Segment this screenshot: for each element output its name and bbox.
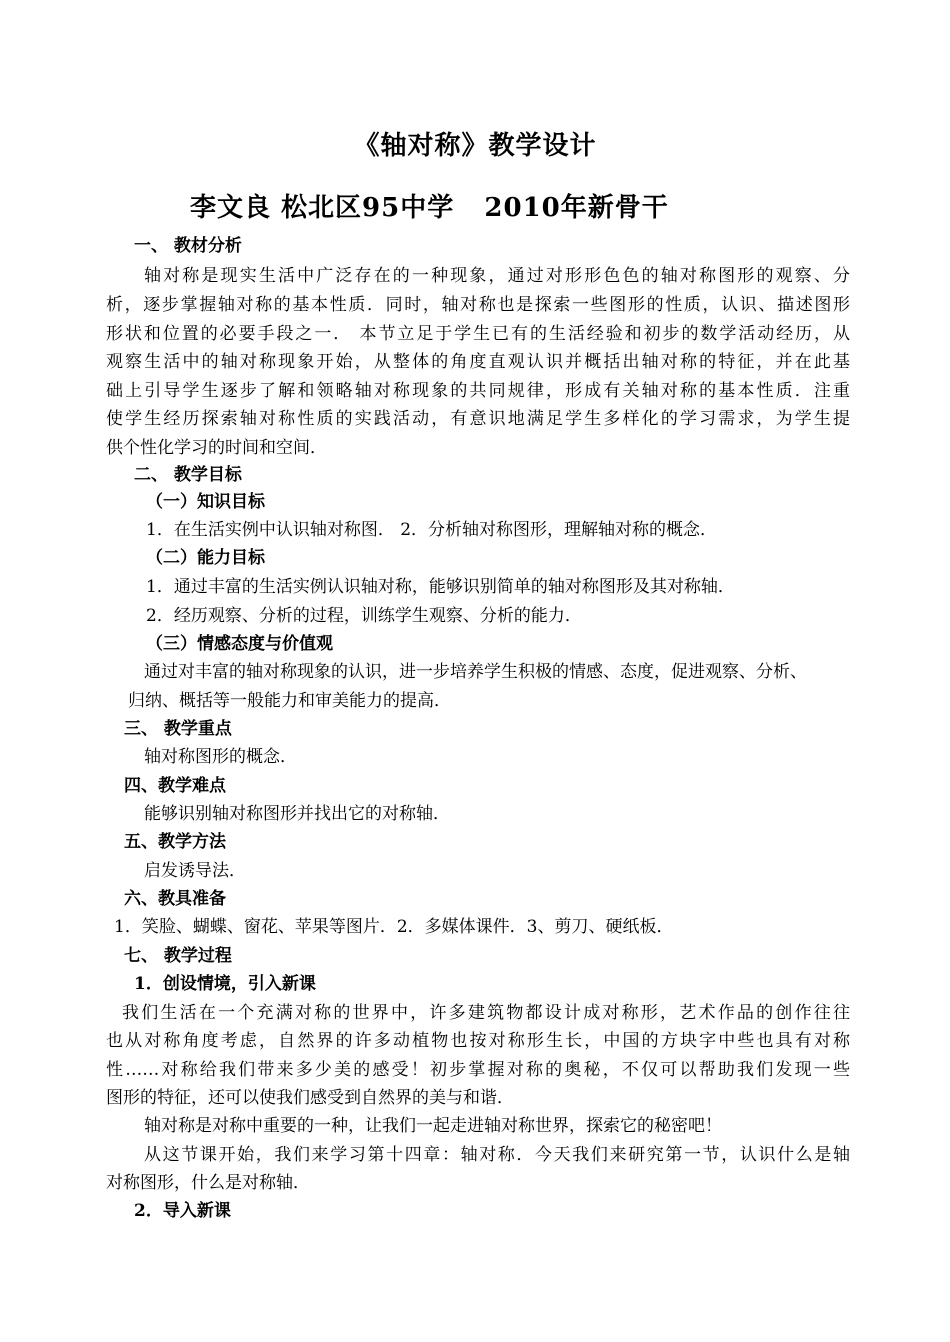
paragraph-line: 通过对丰富的轴对称现象的认识，进一步培养学生积极的情感、态度，促进观察、分析、 bbox=[144, 662, 807, 682]
paragraph-line: 对称图形，什么是对称轴． bbox=[106, 1173, 310, 1193]
paragraph-line: 供个性化学习的时间和空间． bbox=[106, 438, 327, 458]
paragraph-line: 析，逐步掌握轴对称的基本性质．同时，轴对称也是探索一些图形的性质，认识、描述图形 bbox=[106, 295, 850, 315]
paragraph-line: 1．笑脸、蝴蝶、窗花、苹果等图片．2．多媒体课件．3、剪刀、硬纸板． bbox=[114, 917, 674, 937]
paragraph-line: 从这节课开始，我们来学习第十四章：轴对称．今天我们来研究第一节，认识什么是轴 bbox=[144, 1145, 850, 1165]
paragraph-line: 轴对称图形的概念． bbox=[144, 747, 297, 767]
paragraph-line: 归纳、概括等一般能力和审美能力的提高． bbox=[128, 691, 451, 711]
document-title: 《轴对称》教学设计 bbox=[353, 131, 597, 161]
paragraph-line: 启发诱导法． bbox=[144, 861, 246, 881]
paragraph-line: 性……对称给我们带来多少美的感受！初步掌握对称的奥秘，不仅可以帮助我们发现一些 bbox=[106, 1060, 850, 1080]
paragraph-line: 2．经历观察、分析的过程，训练学生观察、分析的能力． bbox=[146, 606, 582, 626]
section-heading-3: 三、 教学重点 bbox=[124, 719, 232, 739]
document-subtitle: 李文良 松北区95中学 2010年新骨干 bbox=[190, 193, 669, 223]
section-heading-1: 一、 教材分析 bbox=[134, 236, 242, 256]
subsection-heading-ability: （二）能力目标 bbox=[146, 548, 265, 568]
paragraph-line: 能够识别轴对称图形并找出它的对称轴． bbox=[144, 804, 450, 824]
paragraph-line: 轴对称是对称中重要的一种，让我们一起走进轴对称世界，探索它的秘密吧！ bbox=[144, 1116, 722, 1136]
paragraph-line: 轴对称是现实生活中广泛存在的一种现象，通过对形形色色的轴对称图形的观察、分 bbox=[144, 266, 850, 286]
subsection-heading-attitude: （三）情感态度与价值观 bbox=[146, 634, 333, 654]
paragraph-line: 形状和位置的必要手段之一． 本节立足于学生已有的生活经验和初步的数学活动经历，从 bbox=[106, 324, 850, 344]
step-heading-2: 2．导入新课 bbox=[134, 1201, 231, 1221]
paragraph-line: 也从对称角度考虑，自然界的许多动植物也按对称形生长，中国的方块字中些也具有对称 bbox=[106, 1031, 850, 1051]
section-heading-4: 四、教学难点 bbox=[124, 776, 226, 796]
paragraph-line: 1．在生活实例中认识轴对称图． 2．分析轴对称图形，理解轴对称的概念． bbox=[146, 520, 718, 540]
paragraph-line: 我们生活在一个充满对称的世界中，许多建筑物都设计成对称形，艺术作品的创作往往 bbox=[122, 1003, 850, 1023]
section-heading-5: 五、教学方法 bbox=[124, 832, 226, 852]
paragraph-line: 1．通过丰富的生活实例认识轴对称，能够识别简单的轴对称图形及其对称轴． bbox=[146, 577, 735, 597]
section-heading-2: 二、 教学目标 bbox=[134, 465, 242, 485]
section-heading-6: 六、教具准备 bbox=[124, 889, 226, 909]
step-heading-1: 1．创设情境，引入新课 bbox=[134, 974, 316, 994]
section-heading-7: 七、 教学过程 bbox=[124, 946, 232, 966]
paragraph-line: 图形的特征，还可以使我们感受到自然界的美与和谐． bbox=[106, 1088, 514, 1108]
paragraph-line: 观察生活中的轴对称现象开始，从整体的角度直观认识并概括出轴对称的特征，并在此基 bbox=[106, 352, 850, 372]
subsection-heading-knowledge: （一）知识目标 bbox=[146, 492, 265, 512]
paragraph-line: 础上引导学生逐步了解和领略轴对称现象的共同规律，形成有关轴对称的基本性质．注重 bbox=[106, 381, 850, 401]
paragraph-line: 使学生经历探索轴对称性质的实践活动，有意识地满足学生多样化的学习需求，为学生提 bbox=[106, 409, 850, 429]
